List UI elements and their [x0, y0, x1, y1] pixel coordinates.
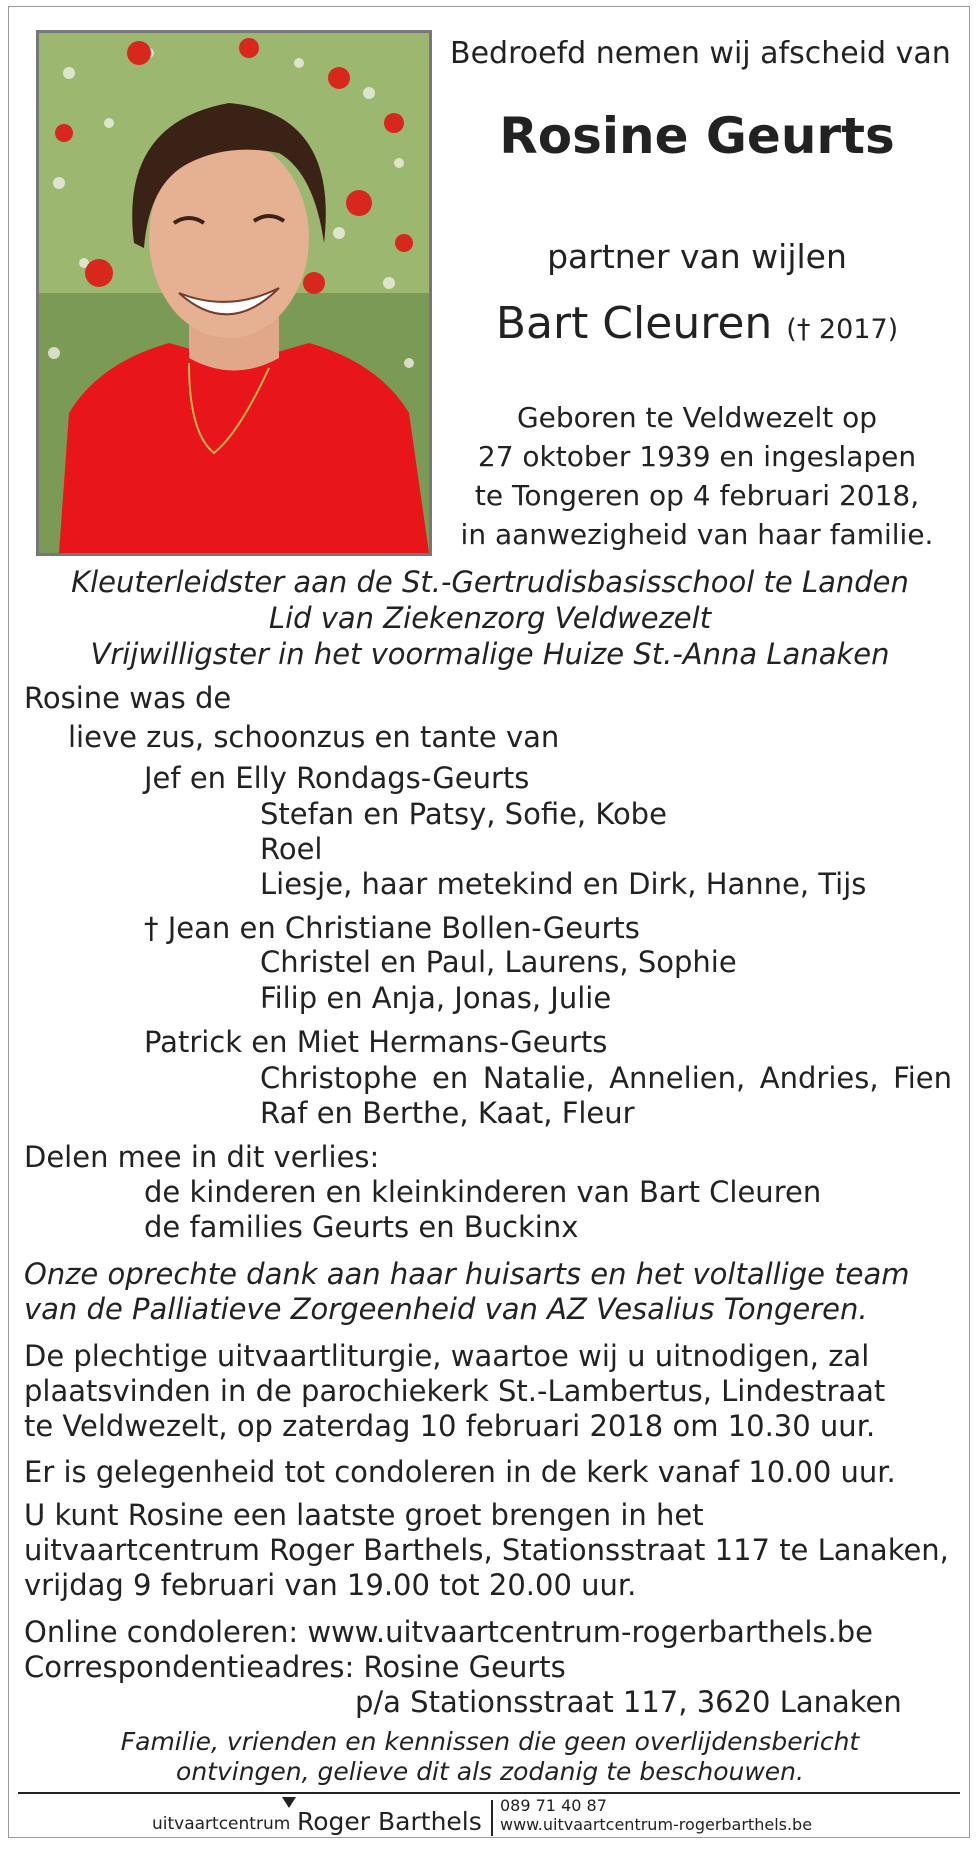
intro-text: Bedroefd nemen wij afscheid van — [450, 36, 951, 71]
family-member: Liesje, haar metekind en Dirk, Hanne, Tijs — [260, 867, 867, 901]
family-relation: lieve zus, schoonzus en tante van — [68, 720, 560, 754]
notice-line-2: ontvingen, gelieve dit als zodanig te beschouwen. — [176, 1757, 804, 1786]
funeral-line-1: De plechtige uitvaartliturgie, waartoe wij u uitnodigen, zal — [24, 1339, 870, 1373]
correspondence-label: Correspondentieadres: Rosine Geurts — [24, 1650, 566, 1684]
footer-prefix: uitvaartcentrum — [152, 1814, 291, 1834]
birth-line-4: in aanwezigheid van haar familie. — [460, 518, 934, 551]
partner-name: Bart Cleuren — [495, 298, 773, 349]
condolence-text: Er is gelegenheid tot condoleren in de kerk vanaf 10.00 uur. — [24, 1455, 896, 1489]
partner-intro: partner van wijlen — [547, 237, 847, 276]
notice-line-1: Familie, vrienden en kennissen die geen overlijdensbericht — [120, 1727, 860, 1756]
share-intro: Delen mee in dit verlies: — [24, 1140, 380, 1174]
thanks-line-2: van de Palliatieve Zorgeenheid van AZ Vesalius Tongeren. — [24, 1292, 868, 1326]
deceased-name: Rosine Geurts — [499, 107, 895, 165]
family-member: Christophe en Natalie, Annelien, Andries, Fien — [260, 1061, 952, 1095]
visit-line-3: vrijdag 9 februari van 19.00 tot 20.00 uur. — [24, 1568, 637, 1602]
birth-line-1: Geboren te Veldwezelt op — [516, 401, 878, 434]
family-group-head: † Jean en Christiane Bollen-Geurts — [144, 911, 640, 945]
visit-line-1: U kunt Rosine een laatste groet brengen in het — [24, 1498, 704, 1532]
footer-separator — [491, 1800, 493, 1836]
family-member: Filip en Anja, Jonas, Julie — [260, 981, 612, 1015]
role-line-3: Vrijwilligster in het voormalige Huize St.-Anna Lanaken — [90, 637, 890, 671]
family-member: Raf en Berthe, Kaat, Fleur — [260, 1096, 635, 1130]
partner-death: († 2017) — [786, 314, 899, 345]
portrait-photo — [36, 30, 432, 556]
family-group-head: Patrick en Miet Hermans-Geurts — [144, 1025, 608, 1059]
family-group-head: Jef en Elly Rondags-Geurts — [144, 761, 530, 795]
role-line-1: Kleuterleidster aan de St.-Gertrudisbasisschool te Landen — [71, 565, 909, 599]
correspondence-address: p/a Stationsstraat 117, 3620 Lanaken — [355, 1685, 902, 1719]
share-line: de kinderen en kleinkinderen van Bart Cleuren — [144, 1175, 822, 1209]
family-member: Christel en Paul, Laurens, Sophie — [260, 945, 737, 979]
funeral-line-3: te Veldwezelt, op zaterdag 10 februari 2018 om 10.30 uur. — [24, 1409, 876, 1443]
birth-line-3: te Tongeren op 4 februari 2018, — [474, 479, 920, 512]
online-condolence-link[interactable]: Online condoleren: www.uitvaartcentrum-rogerbarthels.be — [24, 1615, 873, 1649]
family-intro: Rosine was de — [24, 681, 232, 715]
partner-line — [450, 298, 944, 356]
footer-brand: Roger Barthels — [297, 1807, 482, 1836]
share-line: de families Geurts en Buckinx — [144, 1210, 579, 1244]
footer-divider — [18, 1792, 960, 1794]
role-line-2: Lid van Ziekenzorg Veldwezelt — [268, 601, 712, 635]
footer-website[interactable]: www.uitvaartcentrum-rogerbarthels.be — [500, 1815, 813, 1834]
thanks-line-1: Onze oprechte dank aan haar huisarts en het voltallige team — [24, 1257, 910, 1291]
birth-line-2: 27 oktober 1939 en ingeslapen — [477, 440, 917, 473]
family-member: Roel — [260, 832, 323, 866]
footer-phone[interactable]: 089 71 40 87 — [500, 1796, 607, 1815]
visit-line-2: uitvaartcentrum Roger Barthels, Stationsstraat 117 te Lanaken, — [24, 1533, 949, 1567]
triangle-icon — [282, 1797, 296, 1808]
funeral-line-2: plaatsvinden in de parochiekerk St.-Lambertus, Lindestraat — [24, 1374, 886, 1408]
family-member: Stefan en Patsy, Sofie, Kobe — [260, 797, 667, 831]
